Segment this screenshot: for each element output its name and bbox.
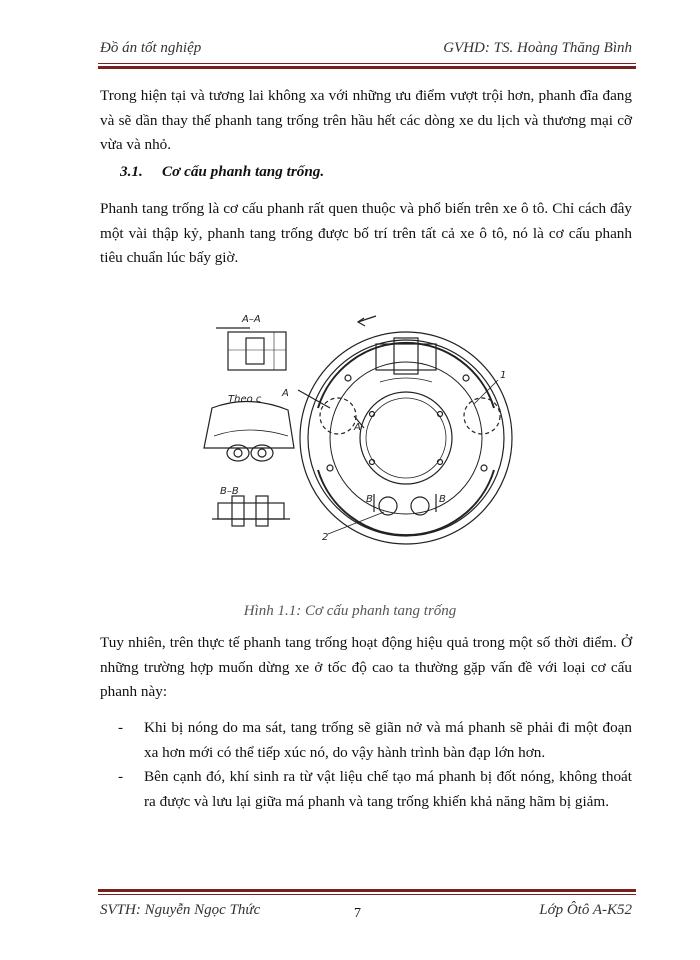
section-heading [120, 163, 324, 181]
section-number: 3.1. [120, 163, 143, 180]
callout-1: 1 [500, 370, 507, 381]
label-b-left: B [366, 494, 373, 505]
footer-rule-thin [98, 894, 636, 895]
bullet-text: Bên cạnh đó, khí sinh ra từ vật liệu chế tạo má phanh bị đốt nóng, không thoát ra được và lưu lại giữa má phanh và tang trống khiến khả năng hãm bị giảm. [144, 768, 632, 810]
page-number: 7 [354, 906, 361, 921]
limitations-paragraph: Tuy nhiên, trên thực tế phanh tang trống hoạt động hiệu quả trong một số thời điểm. Ở những trường hợp muốn dừng xe ở tốc độ cao ta thường gặp vấn đề với loại cơ cấu phanh này: [100, 634, 632, 700]
label-section-aa: A–A [242, 314, 261, 325]
label-a-mid: A [354, 422, 361, 433]
label-b-right: B [439, 494, 446, 505]
intro-paragraph: Trong hiện tại và tương lai không xa với những ưu điểm vượt trội hơn, phanh đĩa đang và sẽ dần thay thế phanh tang trống trên hầu hết các dòng xe du lịch và thương mại cỡ vừa và nhỏ. [100, 87, 632, 153]
callout-2: 2 [322, 532, 329, 543]
bullet-dash: - [118, 719, 124, 736]
figure-caption: Hình 1.1: Cơ cấu phanh tang trống [243, 603, 457, 619]
header-rule-thin [98, 63, 636, 64]
bullet-dash: - [118, 768, 124, 785]
bullet-text: Khi bị nóng do ma sát, tang trống sẽ giãn nở và má phanh sẽ phải đi một đoạn xa hơn mới có thể tiếp xúc nó, do vậy hành trình bàn đạp lớn hơn. [144, 719, 632, 761]
drum-brake-figure [198, 298, 524, 546]
drum-brake-paragraph: Phanh tang trống là cơ cấu phanh rất quen thuộc và phổ biến trên xe ô tô. Chỉ cách đây một vài thập kỷ, phanh tang trống được bố trí trên tất cả xe ô tô, nó là cơ cấu phanh tiêu chuẩn lúc bấy giờ. [100, 200, 632, 266]
label-view-c: Theo c [228, 394, 262, 405]
footer-rule-thick [98, 889, 636, 892]
page-header [98, 38, 632, 62]
label-a-top: A [282, 388, 289, 399]
header-title: Đồ án tốt nghiệp [100, 40, 202, 56]
footer-student: SVTH: Nguyễn Ngọc Thức [100, 902, 261, 918]
header-rule-thick [98, 66, 636, 69]
header-advisor: GVHD: TS. Hoàng Thăng Bình [443, 40, 632, 56]
section-title: Cơ cấu phanh tang trống. [162, 163, 325, 180]
list-item [118, 765, 632, 814]
label-section-bb: B–B [220, 486, 239, 497]
list-item [118, 716, 632, 765]
footer-class: Lớp Ôtô A-K52 [539, 902, 632, 918]
